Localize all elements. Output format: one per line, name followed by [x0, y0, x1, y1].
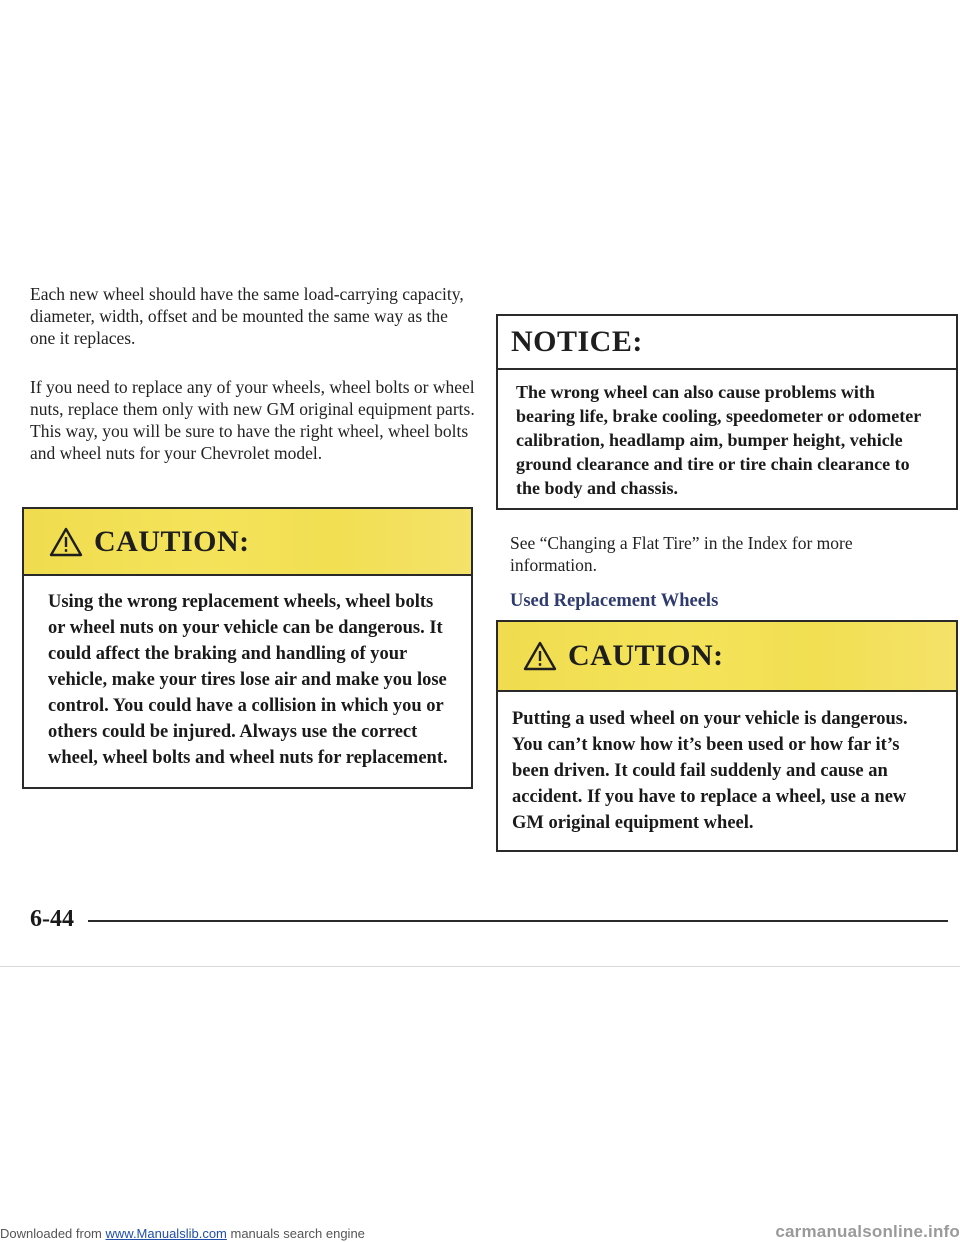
watermark-text: carmanualsonline.info [775, 1222, 960, 1241]
see-index-paragraph: See “Changing a Flat Tire” in the Index for more information. [510, 533, 853, 575]
notice-body: The wrong wheel can also cause problems with bearing life, brake cooling, speedometer or odometer calibration, headlamp aim, bumper height, vehicle ground clearance and tire or tire chain clearance to the body and chassis. [516, 382, 921, 498]
caution-box-wrong-wheels [22, 507, 473, 789]
credit-suffix: manuals search engine [226, 1226, 365, 1241]
warning-triangle-icon [522, 640, 558, 672]
caution-body: Putting a used wheel on your vehicle is dangerous. You can’t know how it’s been used or how far it’s been driven. It could fail suddenly and cause an accident. If you have to replace a wheel, use a new GM original equipment wheel. [512, 709, 908, 833]
notice-title: NOTICE: [511, 325, 643, 358]
caution-title: CAUTION: [94, 524, 250, 558]
credit-prefix: Downloaded from [0, 1226, 106, 1241]
wheel-spec-paragraph: Each new wheel should have the same load-carrying capacity, diameter, width, offset and be mounted the same way as the one it replaces. [30, 284, 464, 348]
manualslib-link[interactable]: www.Manualslib.com [105, 1226, 227, 1241]
caution-header [24, 509, 471, 576]
notice-header [498, 316, 956, 370]
caution-header [498, 622, 956, 692]
download-credit [0, 1226, 365, 1241]
warning-triangle-icon [48, 526, 84, 558]
page-number: 6-44 [30, 906, 74, 932]
caution-body: Using the wrong replacement wheels, wheel bolts or wheel nuts on your vehicle can be dangerous. It could affect the braking and handling of your vehicle, make your tires lose air and make you lose control. You could have a collision in which you or others could be injured. Always use the correct wheel, wheel bolts and wheel nuts for replacement. [48, 592, 448, 768]
caution-box-used-wheel [496, 620, 958, 852]
caution-title: CAUTION: [568, 639, 724, 672]
scan-edge-line [0, 966, 960, 967]
footer-divider [88, 920, 948, 922]
notice-box [496, 314, 958, 510]
section-heading: Used Replacement Wheels [510, 591, 719, 611]
replace-parts-paragraph: If you need to replace any of your wheels, wheel bolts or wheel nuts, replace them only with new GM original equipment parts. This way, you will be sure to have the right wheel, wheel bolts and wheel nuts for your Chevrolet model. [30, 377, 475, 463]
